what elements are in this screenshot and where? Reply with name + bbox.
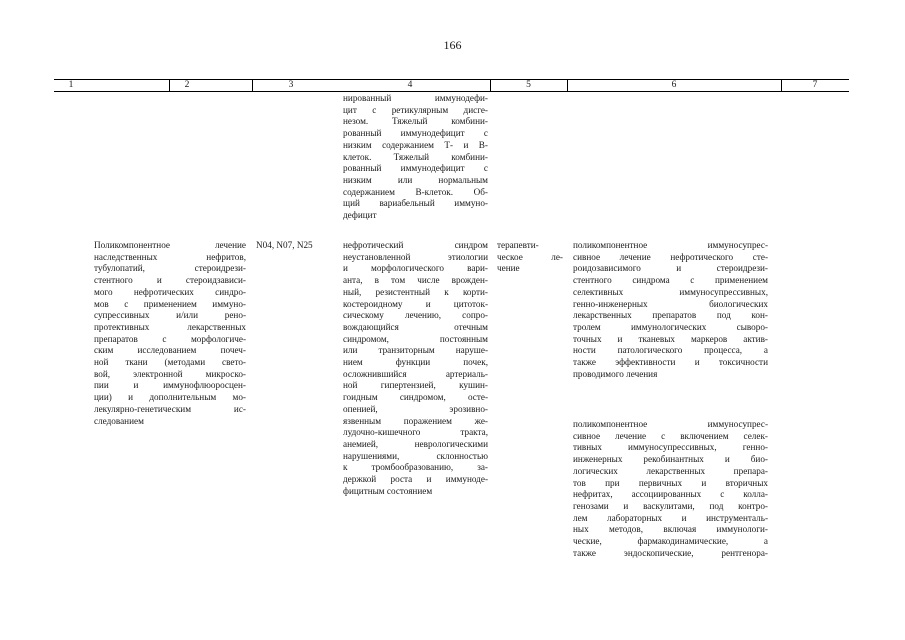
text-line: незом. Тяжелый комбини- xyxy=(343,116,488,127)
text-line: сивное лечение с включением селек- xyxy=(573,430,768,441)
text-line: инженерных рекобинантных и био- xyxy=(573,454,768,465)
text-line: генозами и васкулитами, под контро- xyxy=(573,500,768,511)
text-line: или транзиторным наруше- xyxy=(343,345,488,356)
text-line: следованием xyxy=(94,415,144,426)
text-line: дефицит xyxy=(343,210,377,221)
text-line: вой, электронной микроско- xyxy=(94,368,246,379)
column-4-continuation xyxy=(343,93,488,222)
text-line: ных методов, включая иммунологи- xyxy=(573,524,768,535)
column-6-method-a xyxy=(573,240,768,380)
text-line: анемией, неврологическими xyxy=(343,438,488,449)
text-line: стентного синдрома с применением xyxy=(573,275,768,286)
text-line: генно-инженерных биологических xyxy=(573,298,768,309)
text-line: мов с применением иммуно- xyxy=(94,298,246,309)
icd-codes: N04, N07, N25 xyxy=(256,240,313,250)
text-line: анта, в том числе врожден- xyxy=(343,275,488,286)
text-line: сическому лечению, сопро- xyxy=(343,310,488,321)
text-line: цит с ретикулярным дисге- xyxy=(343,104,488,115)
text-line: проводимого лечения xyxy=(573,368,658,379)
text-line: неустановленной этиологии xyxy=(343,251,488,262)
column-header-6: 6 xyxy=(671,80,677,90)
text-line: тубулопатий, стероидрези- xyxy=(94,263,246,274)
text-line: стентного и стероидзависи- xyxy=(94,275,246,286)
column-header-7: 7 xyxy=(812,80,818,90)
text-line: также эндоскопические, рентгенора- xyxy=(573,547,768,558)
text-line: тролем иммунологических сыворо- xyxy=(573,321,768,332)
text-line: и морфологического вари- xyxy=(343,263,488,274)
text-line: роидозависимого и стероидрези- xyxy=(573,263,768,274)
text-line: супрессивных и/или рено- xyxy=(94,310,246,321)
text-line: поликомпонентное иммуносупрес- xyxy=(573,240,768,250)
text-line: низким или нормальным xyxy=(343,174,488,185)
text-line: логических лекарственных препара- xyxy=(573,465,768,476)
text-line: нием функции почек, xyxy=(343,357,488,368)
column-header-1: 1 xyxy=(68,80,74,90)
text-line: осложнившийся артериаль- xyxy=(343,368,488,379)
column-header-2: 2 xyxy=(184,80,190,90)
text-line: ческое ле- xyxy=(497,251,563,262)
text-line: нированный иммунодефи- xyxy=(343,93,488,103)
text-line: лекулярно-генетическим ис- xyxy=(94,403,246,414)
column-header-3: 3 xyxy=(288,80,294,90)
text-line: рованный иммунодефицит с xyxy=(343,128,488,139)
text-line: селективных иммуносупрессивных, xyxy=(573,286,768,297)
column-header-4: 4 xyxy=(407,80,413,90)
text-line: гоидным синдромом, осте- xyxy=(343,392,488,403)
text-line: нефритах, ассоциированных с колла- xyxy=(573,489,768,500)
text-line: протективных лекарственных xyxy=(94,321,246,332)
text-line: Поликомпонентное лечение xyxy=(94,240,246,250)
text-line: терапевти- xyxy=(497,240,539,250)
text-line: ной ткани (методами свето- xyxy=(94,357,246,368)
text-line: лем лабораторных и инструменталь- xyxy=(573,512,768,523)
text-line: тивных иммуносупрессивных, генно- xyxy=(573,442,768,453)
column-2-treatment xyxy=(94,240,246,427)
text-line: нефротический синдром xyxy=(343,240,488,250)
text-line: клеток. Тяжелый комбини- xyxy=(343,151,488,162)
text-line: вождающийся отечным xyxy=(343,321,488,332)
text-line: ским исследованием почеч- xyxy=(94,345,246,356)
text-line: лекарственных препаратов под кон- xyxy=(573,310,768,321)
column-header-5: 5 xyxy=(526,80,531,90)
text-line: содержанием В-клеток. Об- xyxy=(343,186,488,197)
text-line: опенией, эрозивно- xyxy=(343,403,488,414)
text-line: ческие, фармакодинамические, а xyxy=(573,536,768,547)
text-line: наследственных нефритов, xyxy=(94,251,246,262)
text-line: фицитным состоянием xyxy=(343,485,433,496)
text-line: ции) и дополнительным мо- xyxy=(94,392,246,403)
column-4-diagnosis xyxy=(343,240,488,497)
text-line: к тромбообразованию, за- xyxy=(343,462,488,473)
text-line: тов при первичных и вторичных xyxy=(573,477,768,488)
text-line: язвенным поражением же- xyxy=(343,415,488,426)
text-line: щий вариабельный иммуно- xyxy=(343,198,488,209)
text-line: лудочно-кишечного тракта, xyxy=(343,427,488,438)
text-line: ной гипертензией, кушин- xyxy=(343,380,488,391)
text-line: нарушениями, склонностью xyxy=(343,450,488,461)
column-6-method-b xyxy=(573,419,768,559)
table-header-row xyxy=(54,79,849,92)
text-line: ности патологического процесса, а xyxy=(573,345,768,356)
text-line: чение xyxy=(497,263,520,274)
text-line: также эффективности и токсичности xyxy=(573,357,768,368)
text-line: поликомпонентное иммуносупрес- xyxy=(573,419,768,429)
text-line: рованный иммунодефицит с xyxy=(343,163,488,174)
text-line: синдромом, постоянным xyxy=(343,333,488,344)
text-line: препаратов с морфологиче- xyxy=(94,333,246,344)
column-5-treatment-type xyxy=(497,240,563,275)
text-line: мого нефротических синдро- xyxy=(94,286,246,297)
text-line: низким содержанием Т- и В- xyxy=(343,139,488,150)
page-number: 166 xyxy=(443,38,462,52)
text-line: точных и тканевых маркеров актив- xyxy=(573,333,768,344)
text-line: костероидному и цитоток- xyxy=(343,298,488,309)
text-line: сивное лечение нефротического сте- xyxy=(573,251,768,262)
text-line: держкой роста и иммуноде- xyxy=(343,474,488,485)
text-line: ный, резистентный к корти- xyxy=(343,286,488,297)
text-line: пии и иммунофлюоросцен- xyxy=(94,380,246,391)
column-3-icd-codes xyxy=(256,240,336,252)
